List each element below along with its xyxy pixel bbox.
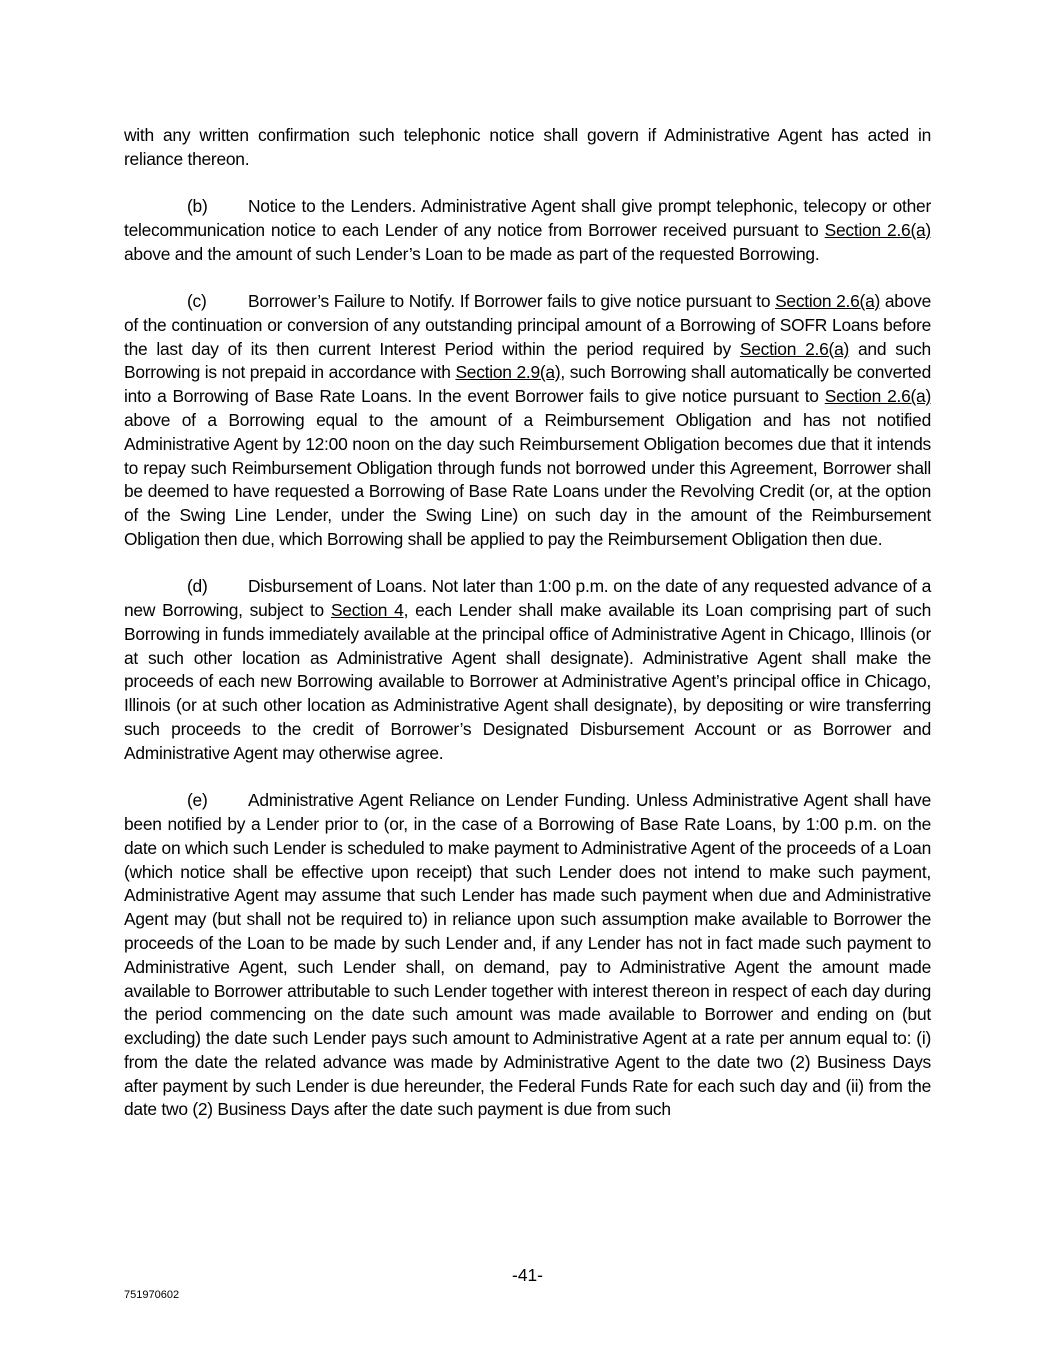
paragraph-text: Administrative Agent Reliance on Lender Funding. Unless Administrative Agent shall have been notified by a Lender prior to (or, in the case of a Borrowing of Base Rate Loans, by 1:00 p.m. on the date on which such Lender is scheduled to make payment to Administrative Agent of the proceeds of a Loan (which notice shall be effective upon receipt) that such Lender does not intend to make such payment, Administrative Agent may assume that such Lender has made such payment when due and Administrative Agent may (but shall not be required to) in reliance upon such assumption make available to Borrower the proceeds of the Loan to be made by such Lender and, if any Lender has not in fact made such payment to Administrative Agent, such Lender shall, on demand, pay to Administrative Agent the amount made available to Borrower attributable to such Lender together with interest thereon in respect of each day during the period commencing on the date such amount was made available to Borrower and ending on (but excluding) the date such Lender pays such amount to Administrative Agent at a rate per annum equal to: (i) from the date the related advance was made by Administrative Agent to the date two (2) Business Days after payment by such Lender is due hereunder, the Federal Funds Rate for each such day and (ii) from the date two (2) Business Days after the date such payment is due from such [124, 790, 931, 1120]
section-reference: Section 2.6(a) [739, 338, 850, 359]
paragraph-text: , such Borrowing shall automatically be converted into a Borrowing of Base Rate Loans. In the event Borrower fails to give notice pursuant to [124, 362, 931, 407]
paragraph-label: (b) [187, 196, 208, 217]
paragraph-text: , each Lender shall make available its Loan comprising part of such Borrowing in funds immediately available at the principal office of Administrative Agent in Chicago, Illinois (or at such other location as Administrative Agent shall designate). Administrative Agent shall make the proceeds of each new Borrowing available to Borrower at Administrative Agent’s principal office in Chicago, Illinois (or at such other location as Administrative Agent shall designate), by depositing or wire transferring such proceeds to the credit of Borrower’s Designated Disbursement Account or as Borrower and Administrative Agent may otherwise agree. [124, 600, 932, 763]
paragraph-label: (c) [187, 290, 207, 311]
paragraph-text: above and the amount of such Lender’s Loan to be made as part of the requested Borrowing. [124, 243, 820, 264]
paragraph-text: Notice to the Lenders. Administrative Agent shall give prompt telephonic, telecopy or other telecommunication notice to each Lender of any notice from Borrower received pursuant to [124, 196, 931, 240]
paragraph-c [124, 290, 931, 552]
paragraph-text: and such Borrowing is not prepaid in accordance with [124, 338, 931, 383]
paragraph-label: (e) [187, 790, 208, 811]
paragraph-text: Borrower’s Failure to Notify. If Borrower fails to give notice pursuant to [248, 290, 776, 311]
document-id: 751970602 [124, 1289, 180, 1301]
page-number: -41- [512, 1265, 543, 1285]
section-reference: Section 2.6(a) [824, 219, 931, 240]
paragraph-e [124, 789, 931, 1122]
section-reference: Section 2.9(a) [455, 362, 561, 383]
document-page [124, 124, 931, 1146]
paragraph-d [124, 575, 931, 765]
paragraph-text: above of a Borrowing equal to the amount of a Reimbursement Obligation and has not notified Administrative Agent by 12:00 noon on the day such Reimbursement Obligation becomes due that it intends to repay such Reimbursement Obligation through funds not borrowed under this Agreement, Borrower shall be deemed to have requested a Borrowing of Base Rate Loans under the Revolving Credit (or, at the option of the Swing Line Lender, under the Swing Line) on such day in the amount of the Reimbursement Obligation then due, which Borrowing shall be applied to pay the Reimbursement Obligation then due. [124, 409, 931, 549]
paragraph-text: Disbursement of Loans. Not later than 1:00 p.m. on the date of any requested advance of a new Borrowing, subject to [124, 576, 931, 621]
section-reference: Section 2.6(a) [824, 386, 931, 407]
section-reference: Section 2.6(a) [775, 290, 881, 311]
paragraph-b [124, 195, 931, 266]
continuation-text: with any written confirmation such telephonic notice shall govern if Administrative Agent has acted in reliance thereon. [124, 125, 931, 169]
paragraph-text: above of the continuation or conversion of any outstanding principal amount of a Borrowing of SOFR Loans before the last day of its then current Interest Period within the period required by [124, 290, 932, 359]
continuation-paragraph [124, 124, 931, 172]
section-reference: Section 4 [330, 600, 404, 621]
paragraph-label: (d) [187, 576, 208, 597]
